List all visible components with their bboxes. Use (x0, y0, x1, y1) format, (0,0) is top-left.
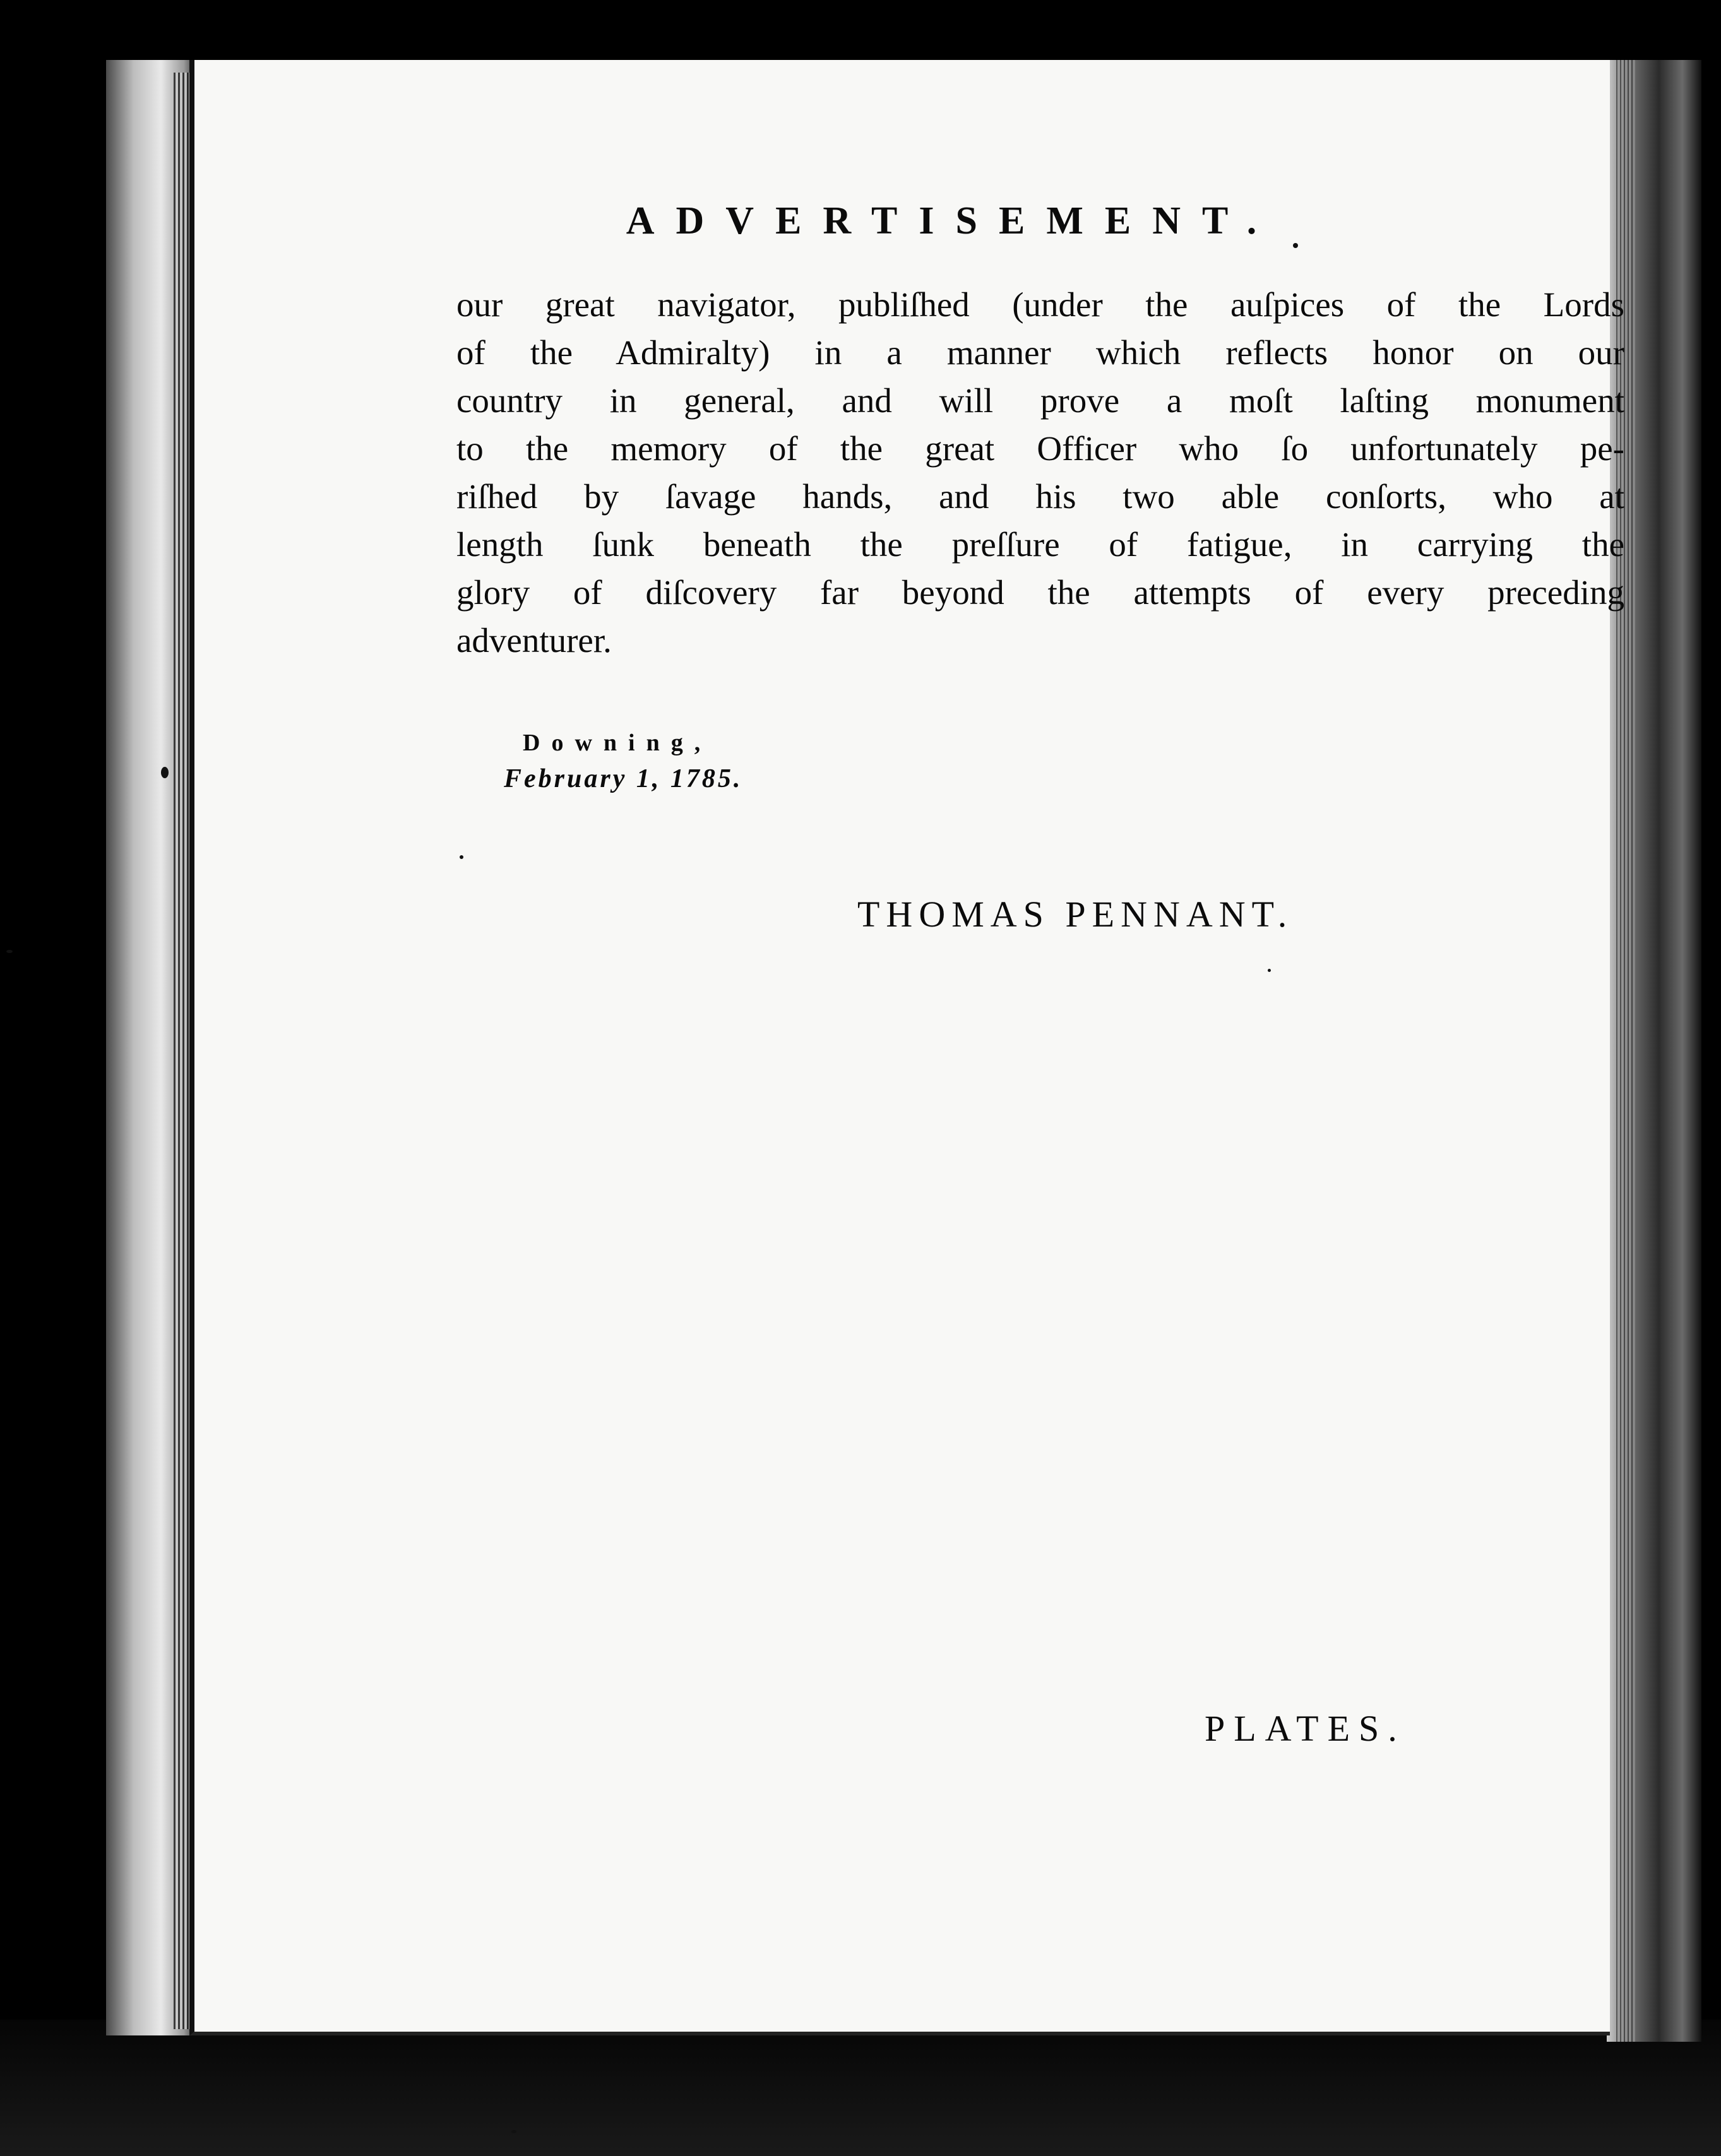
ink-speck (460, 855, 463, 859)
date-line: February 1, 1785. (504, 764, 743, 793)
catchword: PLATES. (1205, 1708, 1406, 1749)
body-line: adventurer. (456, 621, 612, 660)
author-signature: THOMAS PENNANT. (857, 894, 1294, 935)
body-paragraph (456, 281, 1624, 665)
ink-speck (161, 767, 169, 778)
place-line: Downing, (523, 730, 712, 756)
body-line: glory of diſcovery far beyond the attempts of every preceding (456, 573, 1624, 612)
body-line: riſhed by ſavage hands, and his two able conſorts, who at (456, 477, 1624, 516)
page (189, 60, 1624, 2035)
ink-speck (1293, 243, 1298, 248)
body-line: country in general, and will prove a moſt laſting monument (456, 381, 1624, 420)
body-line: length ſunk beneath the preſſure of fatigue, in carrying the (456, 525, 1624, 564)
ink-speck (6, 950, 13, 953)
ink-speck (511, 2130, 516, 2133)
scan-background (0, 2020, 1721, 2156)
ink-speck (1268, 969, 1271, 972)
page-heading: ADVERTISEMENT. (626, 199, 1278, 242)
page-content (194, 60, 1624, 2032)
body-line: to the memory of the great Officer who ſo unfortunately pe- (456, 429, 1624, 468)
body-line: of the Admiralty) in a manner which reflects honor on our (456, 333, 1624, 372)
body-line: our great navigator, publiſhed (under the auſpices of the Lords (456, 285, 1624, 324)
